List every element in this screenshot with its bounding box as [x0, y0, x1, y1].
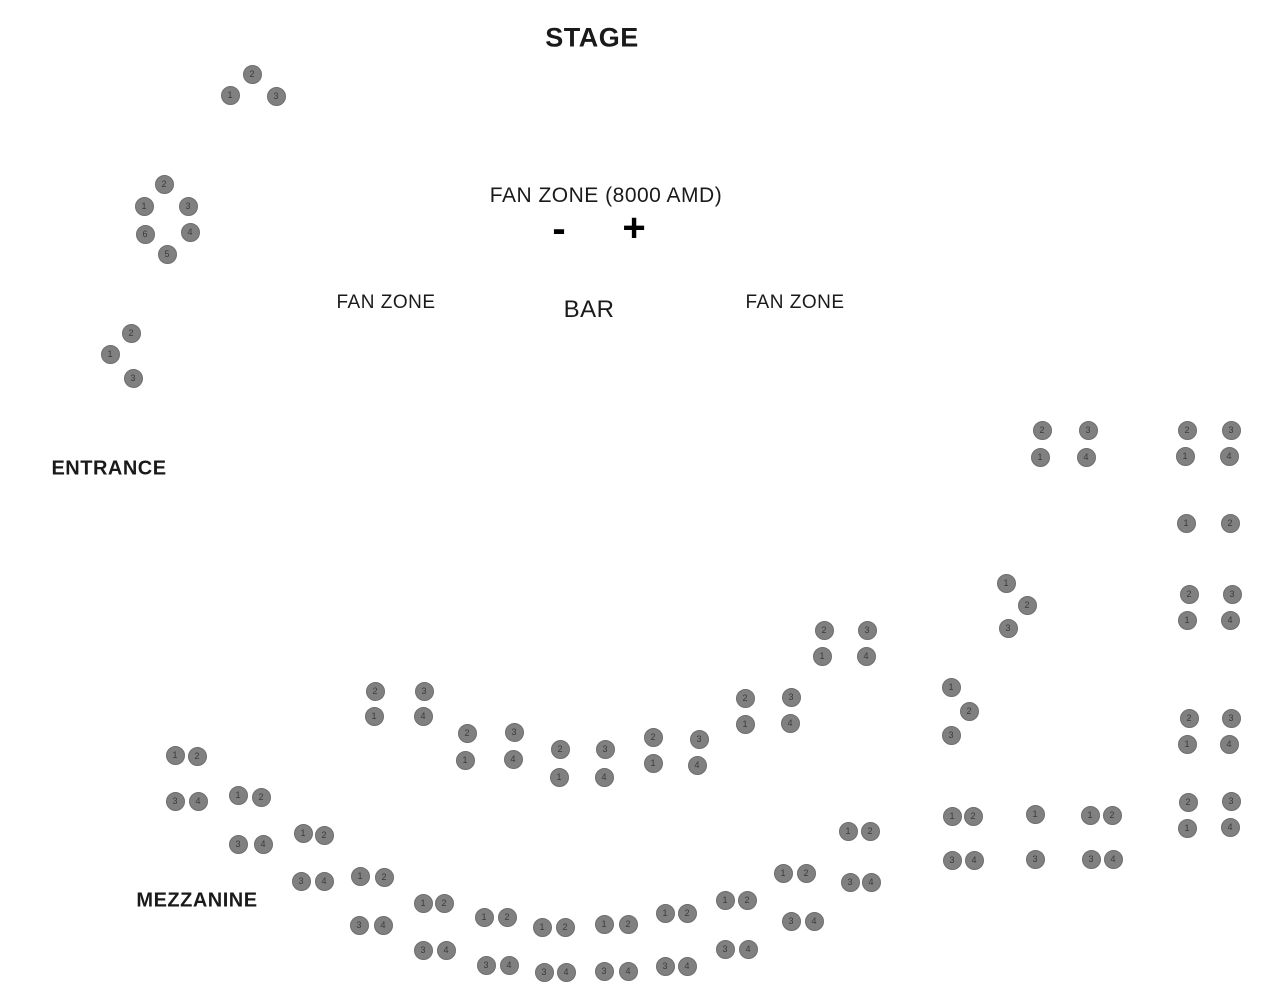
seat[interactable]: 2 — [188, 747, 207, 766]
seat[interactable]: 4 — [781, 714, 800, 733]
seat[interactable]: 2 — [736, 689, 755, 708]
seat[interactable]: 2 — [252, 788, 271, 807]
seat[interactable]: 3 — [229, 835, 248, 854]
seat[interactable]: 3 — [1082, 850, 1101, 869]
seat[interactable]: 1 — [736, 715, 755, 734]
seat[interactable]: 3 — [1079, 421, 1098, 440]
seat[interactable]: 3 — [414, 941, 433, 960]
seat[interactable]: 4 — [1077, 448, 1096, 467]
seat[interactable]: 4 — [1220, 447, 1239, 466]
seat[interactable]: 2 — [738, 891, 757, 910]
seat[interactable]: 1 — [644, 754, 663, 773]
seat[interactable]: 3 — [1222, 421, 1241, 440]
seat[interactable]: 2 — [964, 807, 983, 826]
seat[interactable]: 4 — [504, 750, 523, 769]
seat[interactable]: 3 — [292, 872, 311, 891]
fan-zone-left-label: FAN ZONE — [336, 292, 436, 313]
seat[interactable]: 3 — [943, 851, 962, 870]
seat[interactable]: 1 — [229, 786, 248, 805]
seat[interactable]: 1 — [1178, 735, 1197, 754]
fan-zone-right-label: FAN ZONE — [745, 292, 845, 313]
seat[interactable]: 4 — [595, 768, 614, 787]
seat[interactable]: 1 — [365, 707, 384, 726]
seat[interactable]: 4 — [678, 957, 697, 976]
seat[interactable]: 1 — [533, 918, 552, 937]
seat[interactable]: 3 — [596, 740, 615, 759]
seat[interactable]: 1 — [351, 867, 370, 886]
seat[interactable]: 2 — [619, 915, 638, 934]
seat[interactable]: 1 — [456, 751, 475, 770]
seat[interactable]: 4 — [688, 756, 707, 775]
seat[interactable]: 3 — [267, 87, 286, 106]
seat[interactable]: 2 — [556, 918, 575, 937]
seat[interactable]: 2 — [1103, 806, 1122, 825]
seat[interactable]: 4 — [437, 941, 456, 960]
seat[interactable]: 6 — [136, 225, 155, 244]
seat[interactable]: 3 — [505, 723, 524, 742]
seat[interactable]: 3 — [595, 962, 614, 981]
seat[interactable]: 2 — [815, 621, 834, 640]
seat[interactable]: 2 — [551, 740, 570, 759]
seat[interactable]: 2 — [243, 65, 262, 84]
seat[interactable]: 4 — [181, 223, 200, 242]
zoom-in-button[interactable]: + — [622, 206, 646, 250]
seat[interactable]: 1 — [1026, 805, 1045, 824]
seat[interactable]: 1 — [1031, 448, 1050, 467]
seat[interactable]: 2 — [366, 682, 385, 701]
seat[interactable]: 3 — [415, 682, 434, 701]
seat[interactable]: 1 — [839, 822, 858, 841]
seat[interactable]: 1 — [942, 678, 961, 697]
seat[interactable]: 2 — [678, 904, 697, 923]
seat[interactable]: 4 — [739, 940, 758, 959]
seat[interactable]: 1 — [135, 197, 154, 216]
seat[interactable]: 4 — [315, 872, 334, 891]
seat[interactable]: 1 — [166, 746, 185, 765]
seat[interactable]: 2 — [960, 702, 979, 721]
seat[interactable]: 3 — [1222, 709, 1241, 728]
mezzanine-label: MEZZANINE — [136, 889, 258, 912]
seat[interactable]: 3 — [350, 916, 369, 935]
bar-label: BAR — [563, 296, 615, 323]
seat[interactable]: 2 — [861, 822, 880, 841]
seat[interactable]: 2 — [1033, 421, 1052, 440]
seat[interactable]: 3 — [179, 197, 198, 216]
seat[interactable]: 2 — [1018, 596, 1037, 615]
seat[interactable]: 3 — [841, 873, 860, 892]
seat[interactable]: 4 — [557, 963, 576, 982]
seat[interactable]: 4 — [189, 792, 208, 811]
seat[interactable]: 1 — [101, 345, 120, 364]
seat[interactable]: 2 — [1221, 514, 1240, 533]
seat[interactable]: 3 — [1222, 792, 1241, 811]
seat[interactable]: 5 — [158, 245, 177, 264]
seat[interactable]: 1 — [997, 574, 1016, 593]
seat[interactable]: 2 — [1180, 709, 1199, 728]
seat[interactable]: 4 — [254, 835, 273, 854]
seat[interactable]: 3 — [1026, 850, 1045, 869]
seat[interactable]: 4 — [414, 707, 433, 726]
seat[interactable]: 4 — [805, 912, 824, 931]
seat[interactable]: 2 — [1178, 421, 1197, 440]
seat[interactable]: 4 — [1221, 611, 1240, 630]
seat[interactable]: 4 — [857, 647, 876, 666]
seat[interactable]: 1 — [716, 891, 735, 910]
seat[interactable]: 1 — [550, 768, 569, 787]
seat[interactable]: 2 — [644, 728, 663, 747]
seat[interactable]: 1 — [943, 807, 962, 826]
seat[interactable]: 1 — [656, 904, 675, 923]
seat[interactable]: 2 — [797, 864, 816, 883]
seat[interactable]: 1 — [1177, 514, 1196, 533]
seat[interactable]: 3 — [656, 957, 675, 976]
seat[interactable]: 4 — [500, 956, 519, 975]
seat[interactable]: 3 — [1223, 585, 1242, 604]
seat[interactable]: 3 — [999, 619, 1018, 638]
seat[interactable]: 2 — [315, 826, 334, 845]
seat[interactable]: 1 — [1081, 806, 1100, 825]
seat[interactable]: 3 — [690, 730, 709, 749]
seat[interactable]: 3 — [942, 726, 961, 745]
seat[interactable]: 3 — [782, 912, 801, 931]
seat[interactable]: 1 — [813, 647, 832, 666]
seat[interactable]: 2 — [1179, 793, 1198, 812]
seat[interactable]: 3 — [477, 956, 496, 975]
seat[interactable]: 1 — [221, 86, 240, 105]
seat[interactable]: 1 — [595, 915, 614, 934]
seat[interactable]: 1 — [414, 894, 433, 913]
seat[interactable]: 3 — [782, 688, 801, 707]
stage-label: STAGE — [545, 22, 639, 53]
seat[interactable]: 4 — [862, 873, 881, 892]
seat[interactable]: 1 — [1178, 611, 1197, 630]
seat[interactable]: 2 — [375, 868, 394, 887]
seat[interactable]: 4 — [619, 962, 638, 981]
seat[interactable]: 2 — [122, 324, 141, 343]
seat[interactable]: 3 — [166, 792, 185, 811]
seat[interactable]: 3 — [858, 621, 877, 640]
entrance-label: ENTRANCE — [51, 457, 167, 480]
seat[interactable]: 2 — [155, 175, 174, 194]
zoom-out-button[interactable]: - — [552, 207, 566, 251]
seat[interactable]: 2 — [498, 908, 517, 927]
seat[interactable]: 4 — [1221, 818, 1240, 837]
seat[interactable]: 4 — [374, 916, 393, 935]
seat[interactable]: 1 — [294, 824, 313, 843]
seat[interactable]: 1 — [475, 908, 494, 927]
seat[interactable]: 2 — [458, 724, 477, 743]
seat[interactable]: 4 — [1104, 850, 1123, 869]
fan-zone-price-label: FAN ZONE (8000 AMD) — [489, 184, 723, 207]
seat[interactable]: 2 — [1180, 585, 1199, 604]
seat[interactable]: 4 — [965, 851, 984, 870]
seat[interactable]: 3 — [716, 940, 735, 959]
seat[interactable]: 1 — [774, 864, 793, 883]
seat[interactable]: 3 — [124, 369, 143, 388]
seat[interactable]: 3 — [535, 963, 554, 982]
seat[interactable]: 1 — [1178, 819, 1197, 838]
seat[interactable]: 1 — [1176, 447, 1195, 466]
seat[interactable]: 2 — [435, 894, 454, 913]
seat[interactable]: 4 — [1220, 735, 1239, 754]
